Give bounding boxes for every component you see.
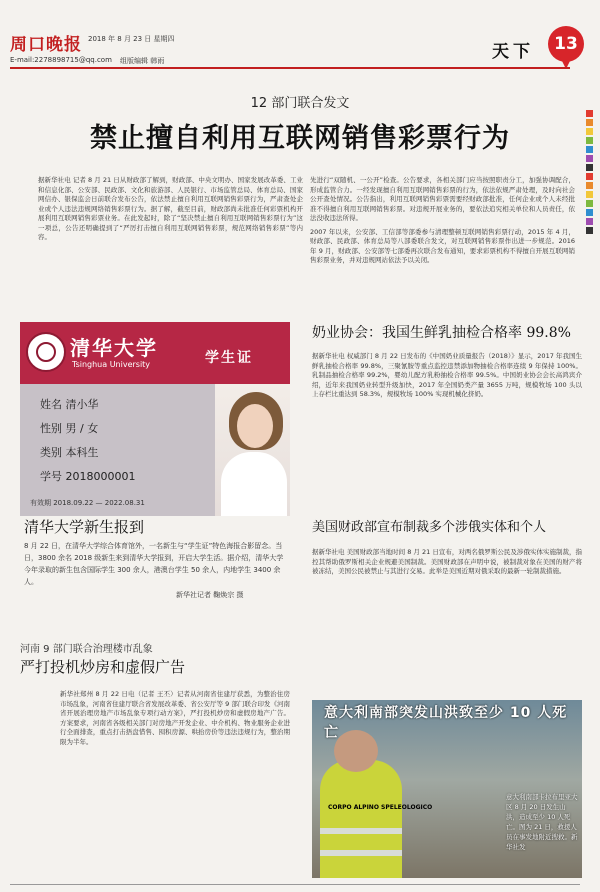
contact-email: E-mail:2278898715@qq.com: [10, 56, 112, 64]
card-school-name-en: Tsinghua University: [72, 360, 151, 369]
color-swatch: [586, 200, 593, 207]
lead-paragraph-2: 先进行“双随机、一公开”检查。公告要求，各相关部门应当按照职责分工，加强协调配合，形成监管合力。一经发现擅自利用互联网销售彩票的行为，依法依规严肃处理，及时向社会公开查处情况。公告指出，利用互联网销售彩票需要经财政部批准，任何企业或个人未经批准不得擅自利用互联网销售彩票。对违规开展业务的，要依法追究相关单位和人员责任，依法没收违法所得。: [310, 176, 575, 222]
student-portrait: [215, 384, 290, 516]
flood-headline: 意大利南部突发山洪致至少 10 人死亡: [324, 705, 568, 741]
photo-credit: 新华社记者 鞠焕宗 摄: [176, 591, 244, 599]
color-swatch: [586, 191, 593, 198]
us-sanctions-headline: 美国财政部宣布制裁多个涉俄实体和个人: [312, 520, 547, 535]
photo-caption-title: 清华大学新生报到: [24, 518, 145, 536]
photo-caption-text: 8 月 22 日，在清华大学综合体育馆外，一名新生与“学生证”特色海报合影留念。当日，3800 余名 2018 级新生来到清华大学报到，开启大学生活。据介绍，清华大学今年录取的新生包含国际学生 300 余人，港澳台学生 50 余人，内地学生 3400 余人。: [24, 542, 284, 586]
henan-headline: 严打投机炒房和虚假广告: [20, 658, 186, 676]
color-swatch: [586, 227, 593, 234]
color-swatch: [586, 209, 593, 216]
section-title: 天下: [492, 42, 534, 62]
flood-caption: 意大利南部卡拉布里亚大区 8 月 20 日发生山洪，造成至少 10 人死亡。图为 21 日，救援人员在事发地附近搜救。新华社发: [506, 793, 578, 851]
rescuer-head: [334, 730, 378, 772]
us-sanctions-body: [312, 548, 582, 688]
henan-body: [60, 690, 290, 880]
rescuer-vest: [320, 760, 402, 878]
newspaper-logo: 周口晚报: [10, 35, 82, 55]
card-validity: 有效期 2018.09.22 — 2022.08.31: [30, 499, 145, 507]
color-swatch: [586, 173, 593, 180]
footer-rule: [10, 884, 580, 885]
lead-body-right: [310, 176, 575, 316]
card-school-name: 清华大学: [70, 336, 158, 360]
header-rule: [10, 67, 570, 69]
color-swatch: [586, 218, 593, 225]
page-number-badge: 13: [548, 26, 584, 62]
card-gender-field: 性别 男 / 女: [40, 422, 99, 435]
vest-reflective-stripe: [320, 850, 402, 856]
university-seal-icon: [26, 332, 66, 372]
vest-lettering: CORPO ALPINO SPELEOLOGICO: [328, 804, 433, 811]
color-swatch: [586, 164, 593, 171]
portrait-face: [237, 404, 273, 448]
lead-paragraph-3: 2007 年以来，公安部、工信部等部委参与清理整顿互联网销售彩票行动，2015 年 4 月，财政部、民政部、体育总局等八部委联合发文，对互联网销售彩票作出进一步规范。2016 年 9 月，财政部、公安部等七部委再次联合发布通知，要求彩票机构不得擅自开展互联网销售彩票业务，并对违规网站依法予以关闭。: [310, 227, 575, 264]
dairy-body: [312, 352, 582, 497]
flood-photo: [312, 700, 582, 878]
color-swatch: [586, 182, 593, 189]
lead-headline: 禁止擅自利用互联网销售彩票行为: [90, 123, 510, 154]
issue-date: 2018 年 8 月 23 日 星期四: [88, 35, 175, 43]
lead-kicker: 12 部门联合发文: [250, 96, 350, 111]
card-type-label: 学生证: [205, 350, 253, 366]
portrait-shirt: [221, 452, 287, 516]
color-swatch: [586, 155, 593, 162]
dairy-paragraph: 据新华社电 权威部门 8 月 22 日发布的《中国奶业质量报告（2018）》显示，2017 年我国生鲜乳抽检合格率 99.8%，三聚氰胺等重点监控违禁添加物抽检合格率连续 9 年保持 100%。乳制品抽检合格率 99.2%，婴幼儿配方乳粉抽检合格率 99.5%。中国奶业协会会长高鸿宾介绍，近年来我国奶业转型升级加快，2017 年全国奶类产量 3655 万吨，规模牧场 100 头以上存栏比重达到 58.3%，规模牧场 100% 实现机械化挤奶。: [312, 352, 582, 398]
layout-editor: 组版编辑 韩雨: [120, 57, 165, 65]
lead-paragraph-1: 据新华社电 记者 8 月 21 日从财政部了解到，财政部、中央文明办、国家发展改革委、工业和信息化部、公安部、民政部、文化和旅游部、人民银行、市场监管总局、体育总局、国家网信办、银保监会日前联合发布公告，依法禁止擅自利用互联网销售彩票行为，严肃查处企业或个人违法违规网络销售彩票行为。据了解，截至目前，财政部尚未批准任何彩票机构开展利用互联网销售彩票业务。在此发起时，除了“坚决禁止擅自利用互联网销售彩票行为”这一项总，公告还明确提到了“严厉打击擅自利用互联网销售彩票，规范网络销售彩票”等内容。: [38, 176, 303, 241]
card-id-field: 学号 2018000001: [40, 470, 136, 483]
us-sanctions-paragraph: 据新华社电 美国财政部当地时间 8 月 21 日宣布，对两名俄罗斯公民及涉俄实体实施制裁，指控其帮助俄罗斯相关企业规避美国制裁。美国财政部在声明中说，被制裁对象在美国的财产将被冻结，美国公民被禁止与其进行交易。此举是美国近期对俄采取的最新一轮制裁措施。: [312, 548, 582, 575]
lead-body-left: [38, 176, 303, 316]
card-category-field: 类别 本科生: [40, 446, 99, 459]
henan-kicker: 河南 9 部门联合治理楼市乱象: [20, 644, 153, 655]
card-name-field: 姓名 清小华: [40, 398, 99, 411]
dairy-headline: 奶业协会：我国生鲜乳抽检合格率 99.8%: [312, 325, 571, 341]
henan-paragraph: 新华社郑州 8 月 22 日电（记者 王丕）记者从河南省住建厅获悉，为整治住房市场乱象，河南省住建厅联合省发展改革委、省公安厅等 9 部门联合印发《河南省开展治理房地产市场乱象专项行动方案》，严打投机炒房和虚假房地产广告。方案要求，河南省各级相关部门对房地产开发企业、中介机构、物业服务企业进行全面排查，重点打击捂盘惜售、囤积房源、哄抬房价等违法违规行为，整治期限为半年。: [60, 690, 290, 746]
vest-reflective-stripe: [320, 828, 402, 834]
student-card-photo: [20, 322, 290, 516]
